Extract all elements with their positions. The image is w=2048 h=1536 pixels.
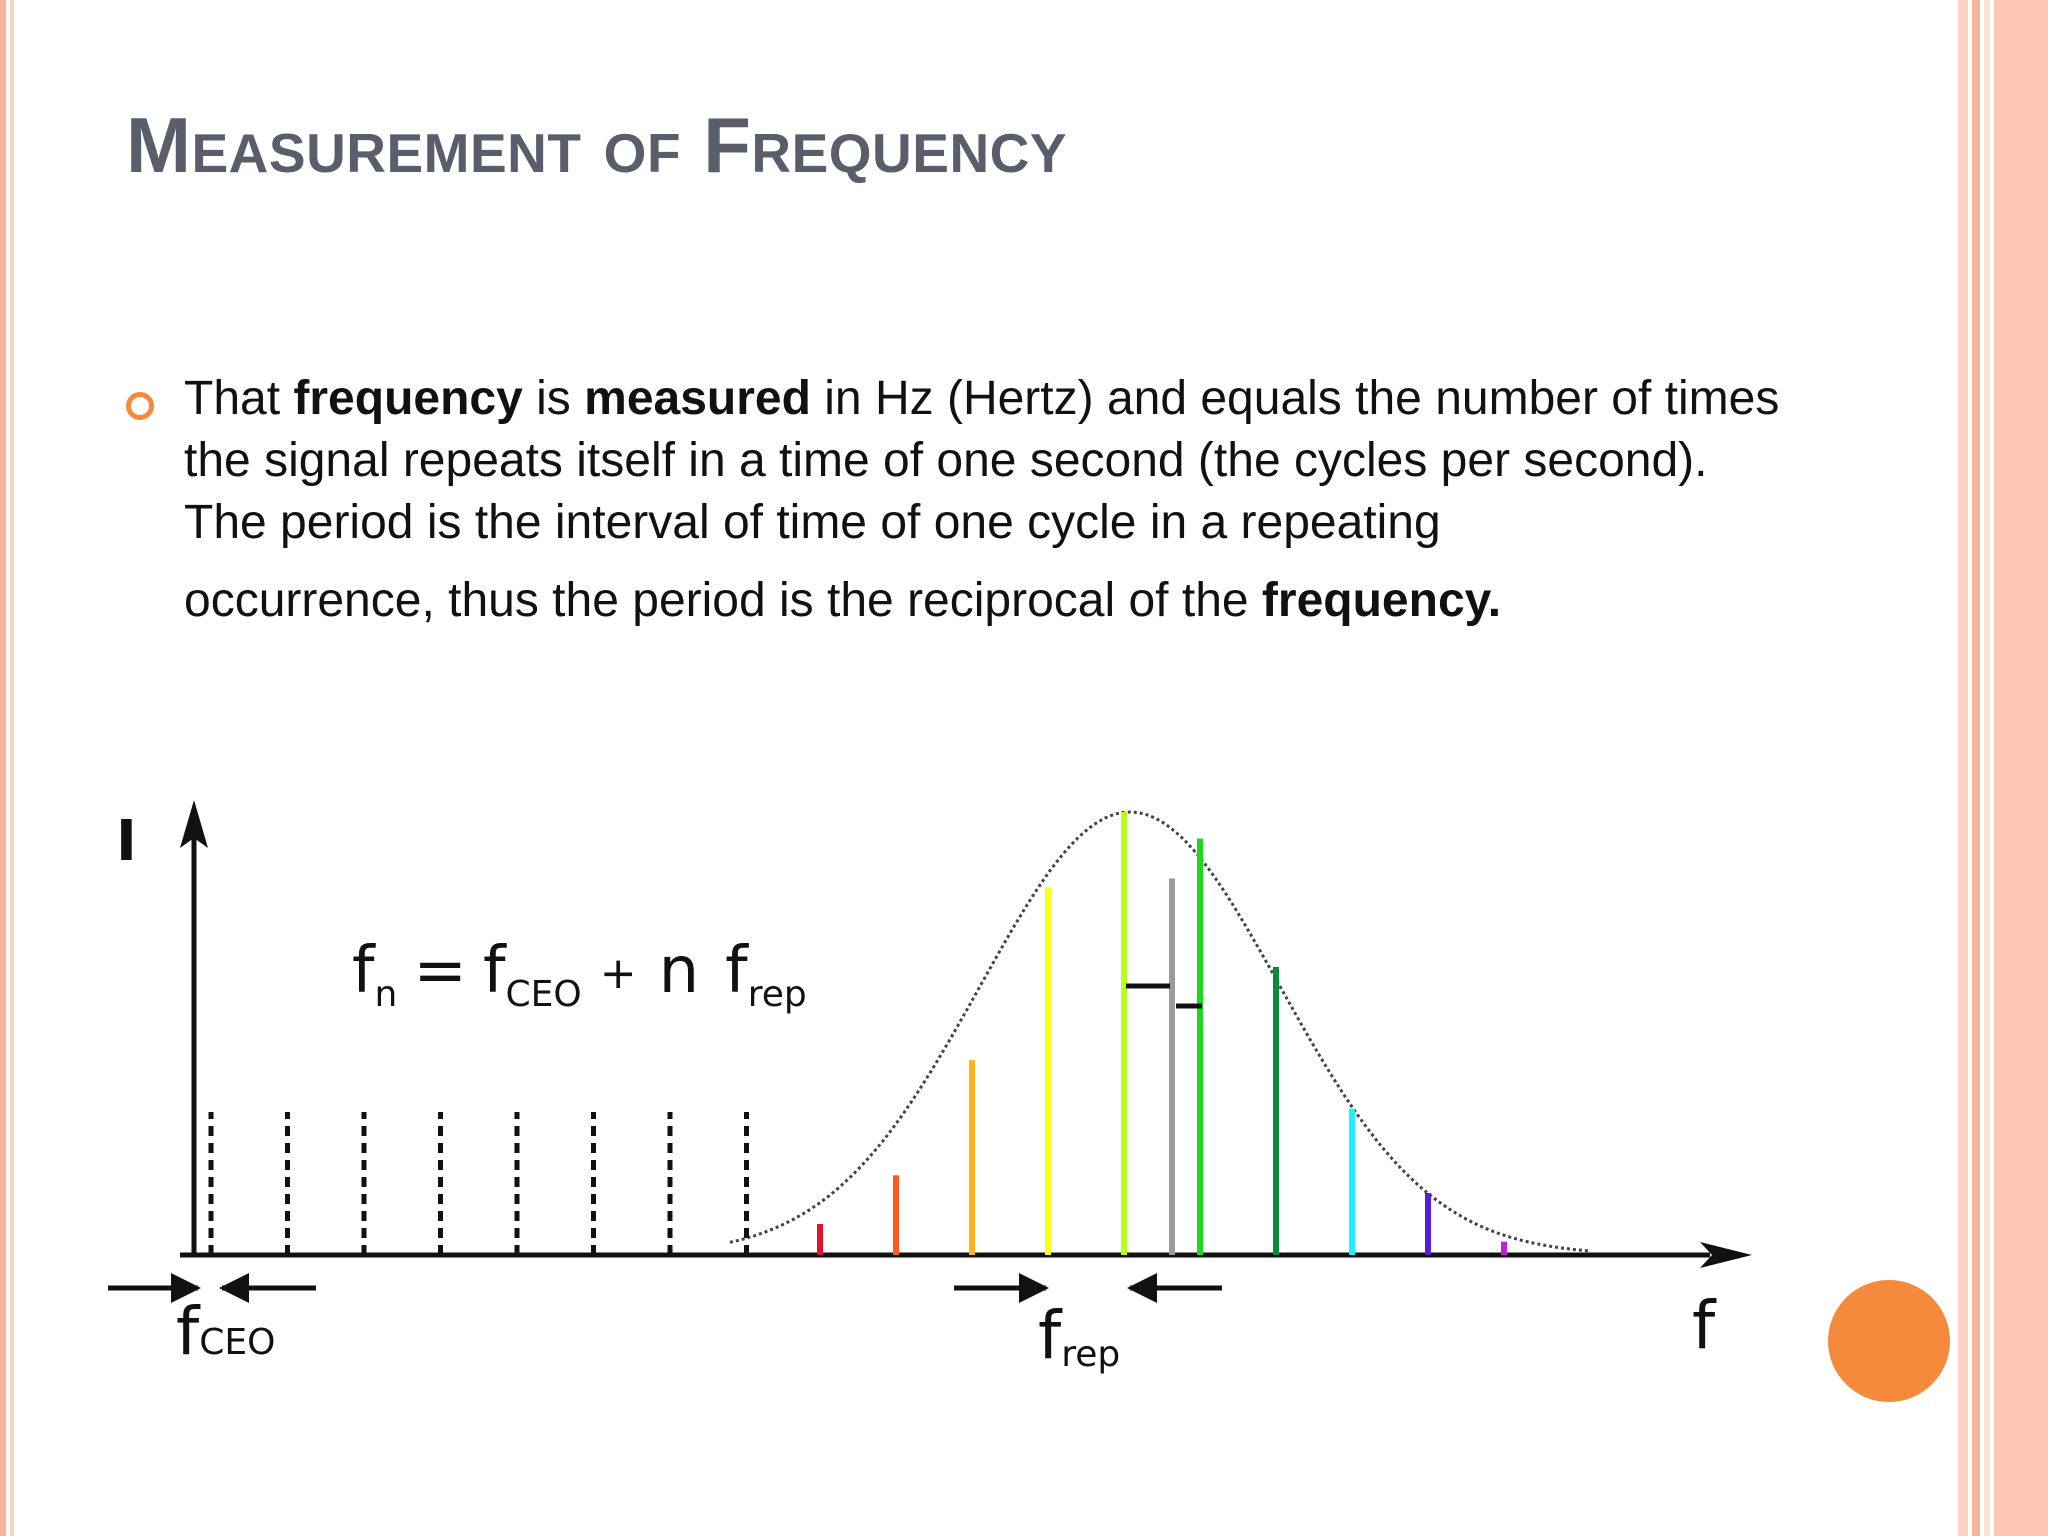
bullet-circle-icon [126, 392, 154, 420]
formula-sub-n: n [374, 974, 398, 1015]
y-axis-label: I [116, 809, 137, 874]
text-run: is [522, 372, 585, 425]
x-axis-label: f [1692, 1287, 1716, 1364]
text-run: That [184, 372, 294, 425]
bold-frequency: frequency [1261, 574, 1488, 627]
slide-title: Measurement of Frequency [126, 101, 1068, 189]
bold-measured: measured [584, 372, 811, 425]
bullet-text [184, 368, 1784, 632]
formula-sub-ceo: CEO [505, 974, 582, 1015]
formula-n: n [658, 934, 700, 1008]
text-run: in Hz (Hertz) and equals the number of times the signal repeats itself in a time of one second (the cycles per second). The period is the interval of time of one cycle in a repeating [184, 372, 1780, 549]
border-stripe [1994, 0, 2048, 1536]
fceo-sub: CEO [199, 1322, 276, 1363]
formula-sub-rep: rep [747, 974, 807, 1015]
comb-lines [820, 812, 1504, 1255]
frep-label [1038, 1297, 1120, 1375]
border-stripe [1972, 0, 1980, 1536]
border-stripe [1984, 0, 1990, 1536]
dashed-lines [211, 1112, 747, 1255]
fceo-f: f [176, 1293, 200, 1370]
formula [352, 934, 807, 1015]
frequency-comb-diagram [0, 770, 1800, 1390]
formula-f: f [482, 934, 506, 1008]
text-run: occurrence, thus the period is the reciprocal of the [184, 574, 1262, 627]
text-run: . [1487, 574, 1502, 627]
decorative-orange-circle [1828, 1280, 1950, 1402]
formula-plus: + [599, 948, 637, 999]
formula-f: f [725, 934, 748, 1008]
gaussian-envelope [730, 812, 1590, 1251]
text-line-4 [184, 570, 1501, 632]
bold-frequency: frequency [293, 372, 523, 425]
formula-f: f [352, 934, 375, 1008]
frep-sub: rep [1061, 1334, 1121, 1375]
formula-equals: = [413, 934, 467, 1008]
fceo-label [176, 1293, 275, 1370]
frep-f: f [1038, 1297, 1062, 1374]
border-stripe [1958, 0, 1968, 1536]
